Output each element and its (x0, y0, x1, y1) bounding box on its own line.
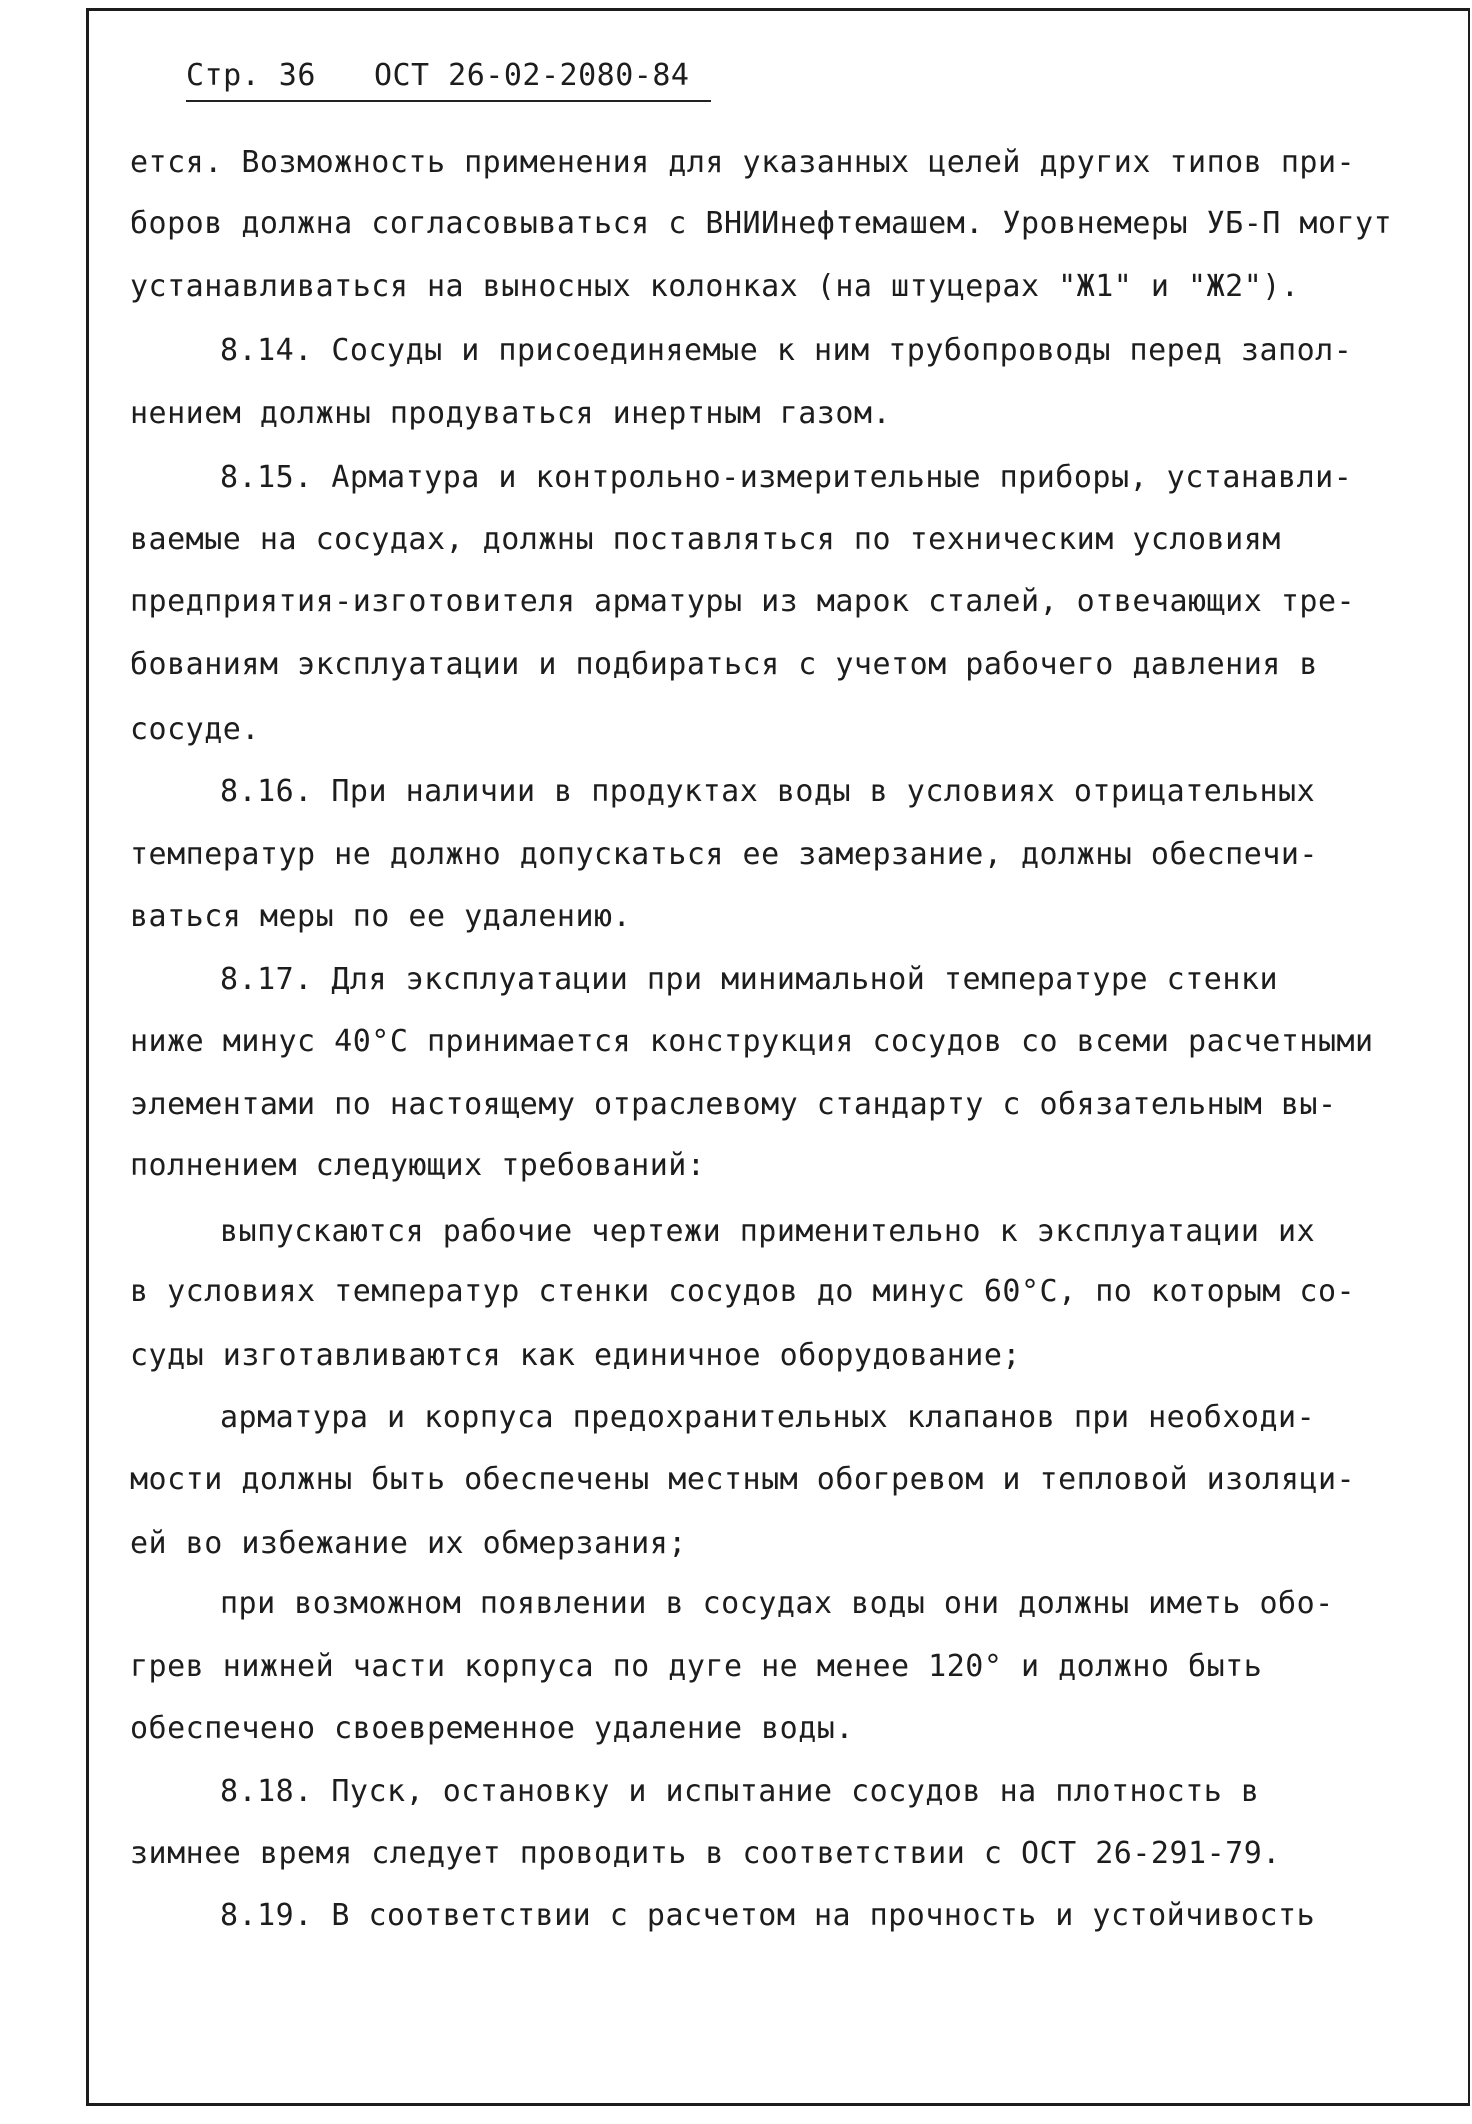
text-line: элементами по настоящему отраслевому стандарту с обязательным вы- (130, 1087, 1337, 1122)
text-line: ниже минус 40°С принимается конструкция сосудов со всеми расчетными (130, 1024, 1374, 1059)
text-line: температур не должно допускаться ее замерзание, должны обеспечи- (130, 837, 1318, 872)
text-line: устанавливаться на выносных колонках (на штуцерах "Ж1" и "Ж2"). (130, 269, 1300, 304)
page-number: Стр. 36 (186, 58, 316, 93)
text-line: боров должна согласовываться с ВНИИнефтемашем. Уровнемеры УБ-П могут (130, 206, 1393, 241)
text-line: нением должны продуваться инертным газом. (130, 396, 892, 431)
text-line: ется. Возможность применения для указанных целей других типов при- (130, 145, 1356, 180)
text-line: бованиям эксплуатации и подбираться с учетом рабочего давления в (130, 647, 1318, 682)
text-line: 8.17. Для эксплуатации при минимальной температуре стенки (220, 962, 1279, 997)
text-line: при возможном появлении в сосудах воды они должны иметь обо- (220, 1586, 1334, 1621)
text-line: полнением следующих требований: (130, 1148, 706, 1183)
text-line: ей во избежание их обмерзания; (130, 1526, 687, 1561)
text-line: 8.15. Арматура и контрольно-измерительные приборы, устанавли- (220, 460, 1353, 495)
text-line: в условиях температур стенки сосудов до минус 60°С, по которым со- (130, 1274, 1356, 1309)
text-line: ваемые на сосудах, должны поставляться по техническим условиям (130, 522, 1281, 557)
text-line: суды изготавливаются как единичное оборудование; (130, 1338, 1021, 1373)
text-line: ваться меры по ее удалению. (130, 899, 632, 934)
text-line: зимнее время следует проводить в соответствии с ОСТ 26-291-79. (130, 1836, 1281, 1871)
text-line: арматура и корпуса предохранительных клапанов при необходи- (220, 1400, 1316, 1435)
text-line: сосуде. (130, 712, 260, 747)
text-line: грев нижней части корпуса по дуге не менее 120° и должно быть (130, 1649, 1263, 1684)
page-header (186, 58, 689, 93)
text-line: выпускаются рабочие чертежи применительно к эксплуатации их (220, 1214, 1316, 1249)
text-line: мости должны быть обеспечены местным обогревом и тепловой изоляци- (130, 1462, 1356, 1497)
header-underline (186, 100, 711, 102)
text-line: 8.14. Сосуды и присоединяемые к ним трубопроводы перед запол- (220, 333, 1353, 368)
text-line: предприятия-изготовителя арматуры из марок сталей, отвечающих тре- (130, 584, 1356, 619)
text-line: обеспечено своевременное удаление воды. (130, 1711, 854, 1746)
text-line: 8.16. При наличии в продуктах воды в условиях отрицательных (220, 774, 1316, 809)
document-code: ОСТ 26-02-2080-84 (373, 58, 690, 93)
text-line: 8.18. Пуск, остановку и испытание сосудов на плотность в (220, 1774, 1260, 1809)
text-line: 8.19. В соответствии с расчетом на прочность и устойчивость (220, 1898, 1316, 1933)
